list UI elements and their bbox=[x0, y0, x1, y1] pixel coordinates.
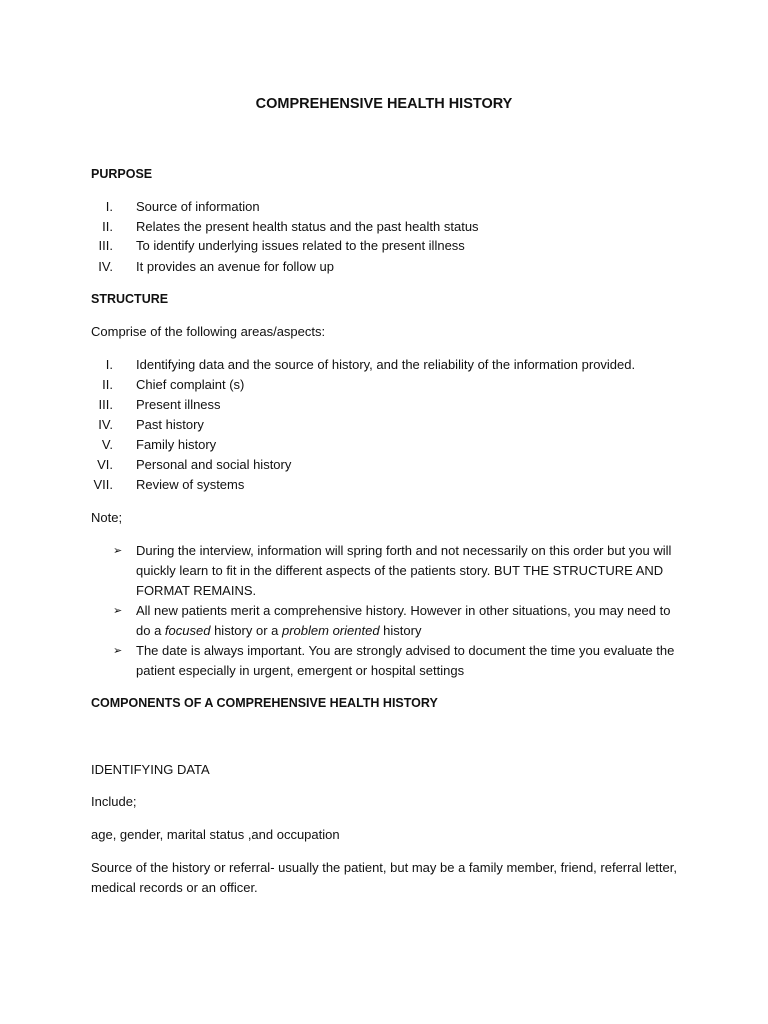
note-item-line: During the interview, information will spring forth and not necessarily on this order but you will bbox=[136, 543, 672, 558]
list-item-number: III. bbox=[98, 397, 113, 412]
list-item: Past history bbox=[136, 417, 204, 432]
list-item-number: II. bbox=[102, 219, 113, 234]
structure-intro: Comprise of the following areas/aspects: bbox=[91, 324, 326, 339]
list-item-number: IV. bbox=[98, 417, 113, 432]
source-paragraph-line: Source of the history or referral- usually the patient, but may be a family member, friend, referral letter, bbox=[91, 860, 677, 875]
list-item-number: II. bbox=[102, 377, 113, 392]
list-item-number: IV. bbox=[98, 259, 113, 274]
list-item-number: III. bbox=[98, 238, 113, 253]
list-item: Family history bbox=[136, 437, 217, 452]
list-item: To identify underlying issues related to the present illness bbox=[136, 238, 465, 253]
document-title: COMPREHENSIVE HEALTH HISTORY bbox=[255, 96, 513, 112]
list-item: Source of information bbox=[136, 199, 260, 214]
list-item: Relates the present health status and the past health status bbox=[136, 219, 479, 234]
list-item: It provides an avenue for follow up bbox=[136, 259, 335, 274]
purpose-heading: PURPOSE bbox=[91, 167, 153, 181]
list-item-number: I. bbox=[105, 357, 113, 372]
components-heading: COMPONENTS OF A COMPREHENSIVE HEALTH HISTORY bbox=[91, 696, 438, 710]
identifying-details: age, gender, marital status ,and occupation bbox=[91, 827, 340, 842]
note-emphasis: focused bbox=[164, 623, 211, 638]
structure-heading: STRUCTURE bbox=[91, 292, 169, 306]
note-item-line: patient especially in urgent, emergent or hospital settings bbox=[136, 663, 465, 678]
list-item-number: V. bbox=[101, 437, 113, 452]
include-label: Include; bbox=[91, 794, 137, 809]
note-item-line: quickly learn to fit in the different aspects of the patients story. BUT THE STRUCTURE AND bbox=[136, 563, 664, 578]
note-emphasis: problem oriented bbox=[282, 623, 380, 638]
list-item-number: VI. bbox=[97, 457, 113, 472]
note-item-line: FORMAT REMAINS. bbox=[136, 583, 257, 598]
list-item: Identifying data and the source of history, and the reliability of the information provided. bbox=[136, 357, 636, 372]
list-item: Chief complaint (s) bbox=[136, 377, 245, 392]
note-label: Note; bbox=[91, 510, 123, 525]
source-paragraph-line: medical records or an officer. bbox=[91, 880, 258, 895]
note-item-line bbox=[136, 623, 421, 639]
arrow-bullet-icon: ➢ bbox=[113, 605, 123, 617]
note-text: do a bbox=[136, 623, 165, 638]
list-item: Present illness bbox=[136, 397, 221, 412]
note-item-line: All new patients merit a comprehensive history. However in other situations, you may need to bbox=[136, 603, 671, 618]
note-item-line: The date is always important. You are strongly advised to document the time you evaluate the bbox=[136, 643, 675, 658]
list-item: Personal and social history bbox=[136, 457, 292, 472]
arrow-bullet-icon: ➢ bbox=[113, 645, 123, 657]
list-item-number: I. bbox=[105, 199, 113, 214]
identifying-data-heading: IDENTIFYING DATA bbox=[91, 762, 210, 777]
note-text: history bbox=[379, 623, 422, 638]
note-text: history or a bbox=[210, 623, 282, 638]
list-item: Review of systems bbox=[136, 477, 245, 492]
arrow-bullet-icon: ➢ bbox=[113, 545, 123, 557]
list-item-number: VII. bbox=[93, 477, 113, 492]
